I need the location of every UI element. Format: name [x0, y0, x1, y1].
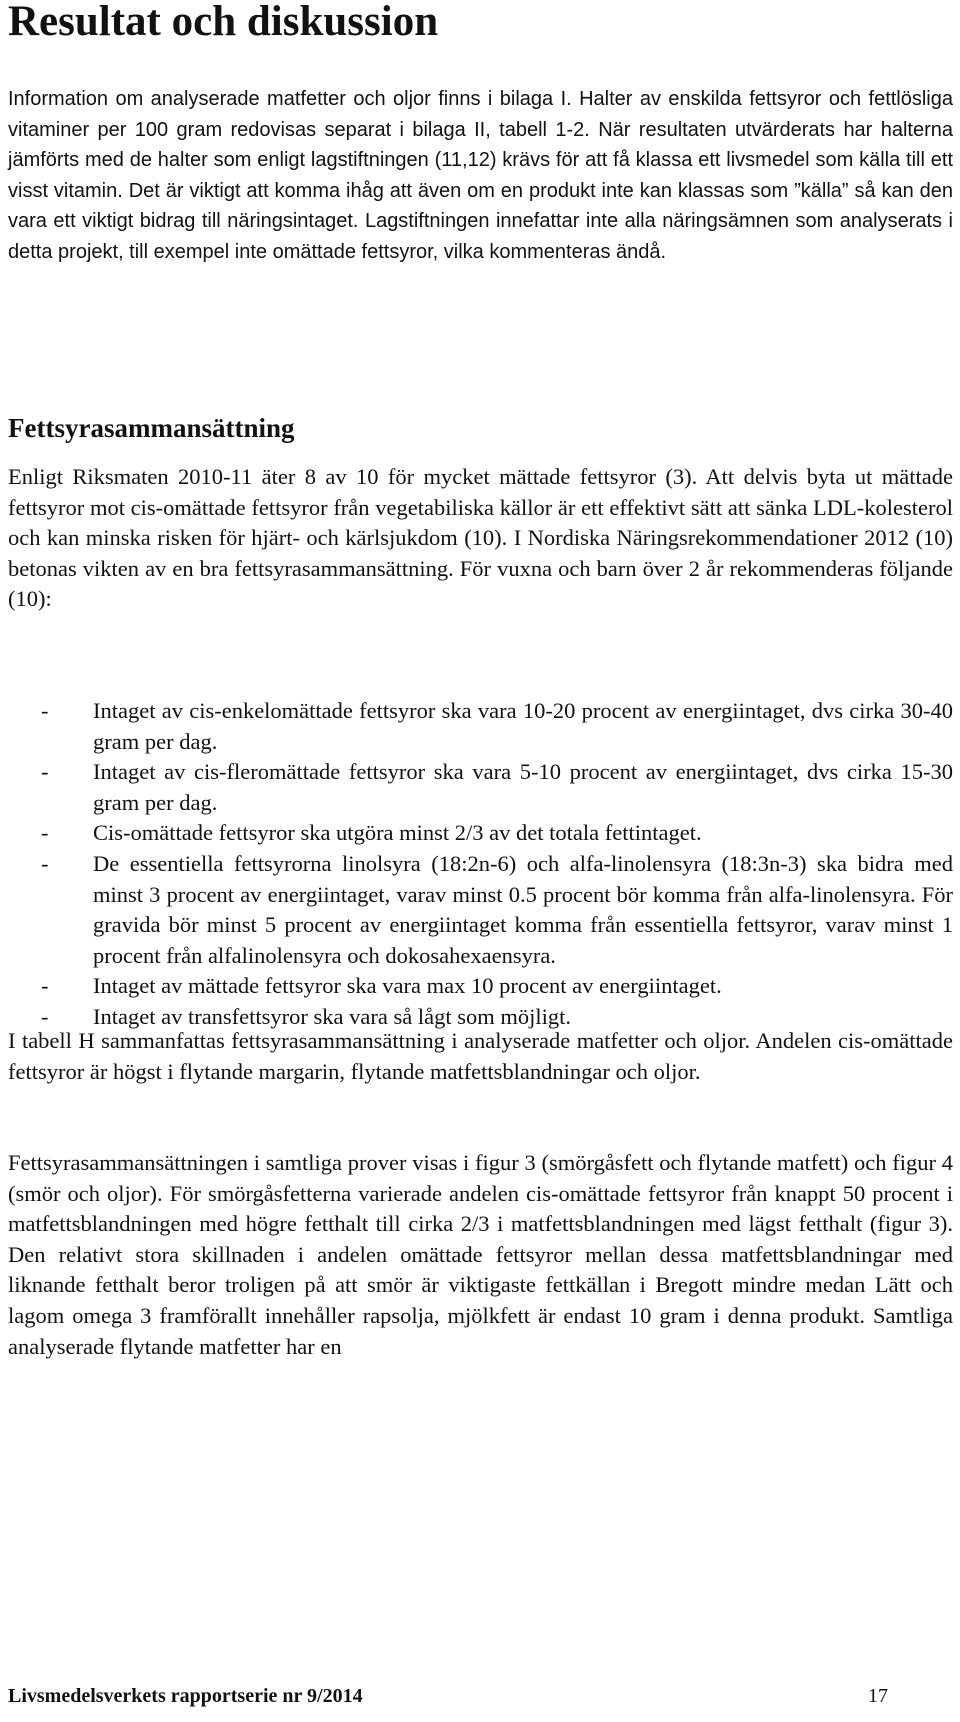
section-heading: Fettsyrasammansättning: [8, 413, 295, 443]
list-item-text: Intaget av mättade fettsyror ska vara max 10 procent av energiintaget.: [93, 973, 722, 999]
page-footer: [8, 1682, 888, 1710]
list-bullet: -: [41, 759, 49, 785]
list-item-text: Cis-omättade fettsyror ska utgöra minst 2/3 av det totala fettintaget.: [93, 820, 702, 846]
recommendation-list: [8, 696, 953, 1033]
list-bullet: -: [41, 698, 49, 723]
list-item: [8, 696, 953, 757]
figures-paragraph: Fettsyrasammansättningen i samtliga prover visas i figur 3 (smörgåsfett och flytande matfett) och figur 4 (smör och oljor). För smörgåsfetterna varierade andelen cis-omättade fettsyror från knappt 50 procent i matfettsblandningen med högre fetthalt till cirka 2/3 i matfettsblandningen med lägst fetthalt (figur 3). Den relativt stora skillnaden i andelen omättade fettsyror mellan dessa matfettsblandningar med liknande fetthalt beror troligen på att smör är viktigaste fettkällan i Bregott mindre medan Lätt och lagom omega 3 framförallt innehåller rapsolja, mjölkfett är endast 10 gram i denna produkt. Samtliga analyserade flytande matfetter har en: [8, 1150, 953, 1359]
list-bullet: -: [41, 820, 49, 846]
list-bullet: -: [41, 1003, 49, 1029]
report-series: Livsmedelsverkets rapportserie nr 9/2014: [8, 1685, 363, 1707]
section-paragraph: Enligt Riksmaten 2010-11 äter 8 av 10 för mycket mättade fettsyror (3). Att delvis byta ut mättade fettsyror mot cis-omättade fettsyror från vegetabiliska källor är ett effektivt sätt att sänka LDL-kolesterol och kan minska risken för hjärt- och kärlsjukdom (10). I Nordiska Näringsrekommendationer 2012 (10) betonas vikten av en bra fettsyrasammansättning. För vuxna och barn över 2 år rekommenderas följande (10):: [8, 464, 953, 612]
list-item-text: Intaget av cis-enkelomättade fettsyror ska vara 10-20 procent av energiintaget, dvs cirka 30-40 gram per dag.: [93, 698, 953, 754]
list-bullet: -: [41, 850, 49, 876]
list-item-text: De essentiella fettsyrorna linolsyra (18:2n-6) och alfa-linolensyra (18:3n-3) ska bidra med minst 3 procent av energiintaget, varav minst 0.5 procent bör komma från alfa-linolensyra. För gravida bör minst 5 procent av energiintaget komma från essentiella fettsyror, varav minst 1 procent från alfalinolensyra och dokosahexaensyra.: [93, 850, 953, 968]
list-bullet: -: [41, 973, 49, 999]
list-item: [8, 849, 953, 971]
table-summary-paragraph: I tabell H sammanfattas fettsyrasammansättning i analyserade matfetter och oljor. Andelen cis-omättade fettsyror är högst i flytande margarin, flytande matfettsblandningar och oljor.: [8, 1028, 953, 1084]
list-item: [8, 971, 953, 1002]
list-item-text: Intaget av transfettsyror ska vara så lågt som möjligt.: [93, 1003, 571, 1029]
list-item: [8, 818, 953, 849]
list-item: [8, 757, 953, 818]
page-number: 17: [868, 1685, 888, 1707]
intro-paragraph: Information om analyserade matfetter och oljor finns i bilaga I. Halter av enskilda fettsyror och fettlösliga vitaminer per 100 gram redovisas separat i bilaga II, tabell 1-2. När resultaten utvärderats har halterna jämförts med de halter som enligt lagstiftningen (11,12) krävs för att få klassa ett livsmedel som källa till ett visst vitamin. Det är viktigt att komma ihåg att även om en produkt inte kan klassas som ”källa” så kan den vara ett viktigt bidrag till näringsintaget. Lagstiftningen innefattar inte alla näringsämnen som analyserats i detta projekt, till exempel inte omättade fettsyror, vilka kommenteras ändå.: [8, 88, 953, 263]
page-title: Resultat och diskussion: [8, 0, 439, 45]
list-item-text: Intaget av cis-fleromättade fettsyror ska vara 5-10 procent av energiintaget, dvs cirka 15-30 gram per dag.: [93, 759, 953, 815]
